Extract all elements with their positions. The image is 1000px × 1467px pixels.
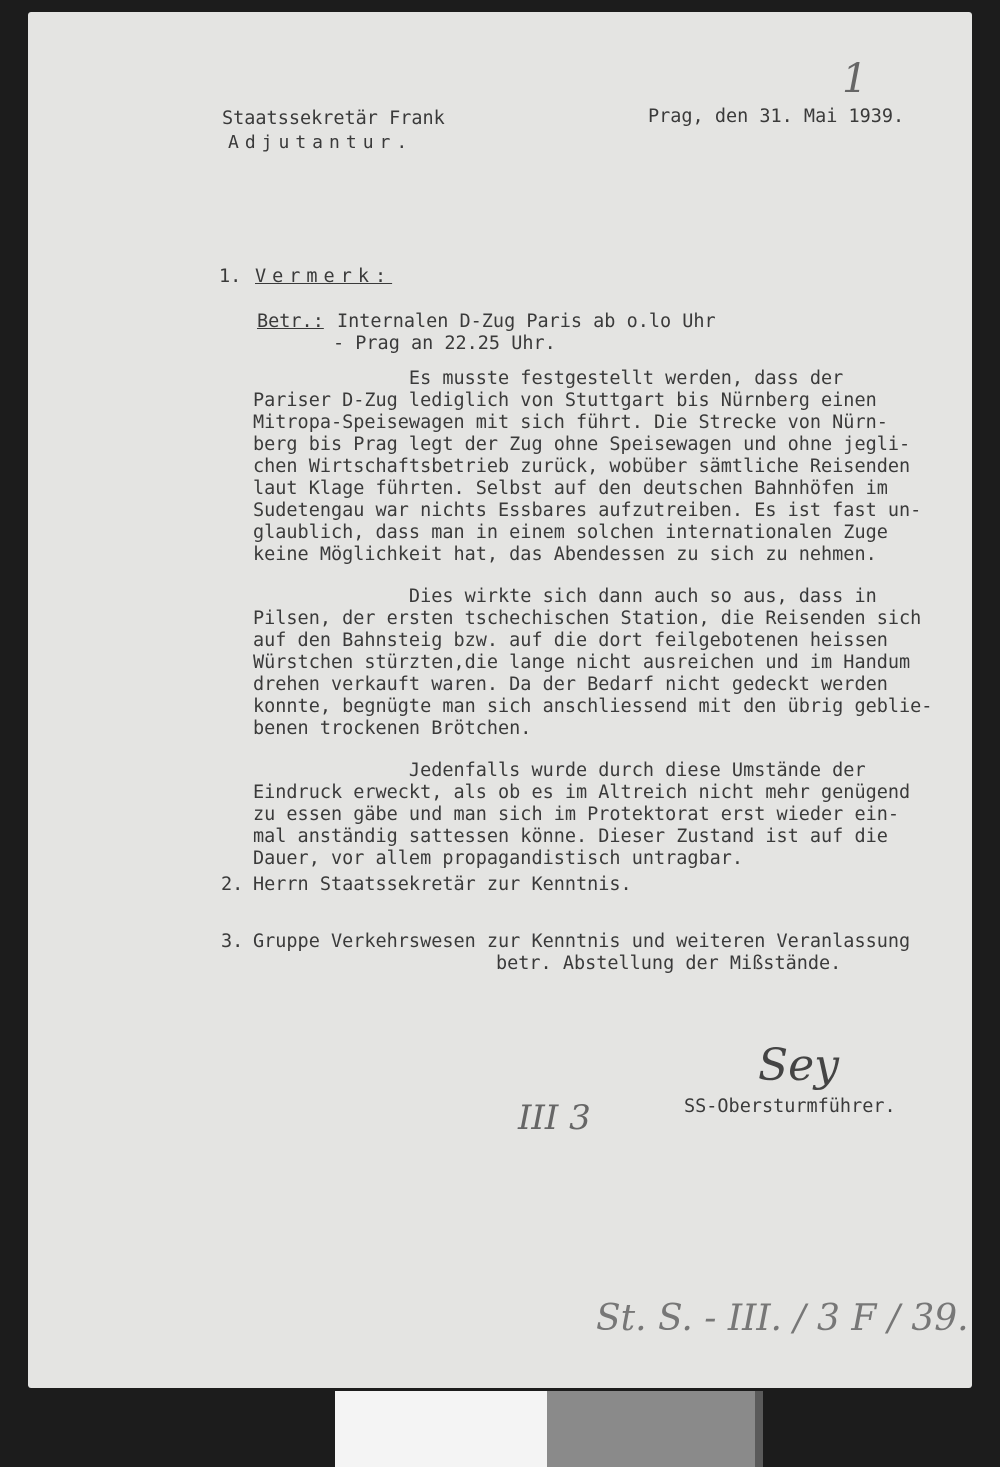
- body-line: chen Wirtschaftsbetrieb zurück, wobüber sämtliche Reisenden: [253, 456, 911, 477]
- body-line: Es musste festgestellt werden, dass der: [253, 368, 844, 389]
- document-date: Prag, den 31. Mai 1939.: [648, 106, 905, 127]
- body-line: Dauer, vor allem propagandistisch untragbar.: [253, 848, 744, 869]
- subject-line1: Internalen D-Zug Paris ab o.lo Uhr: [337, 311, 716, 332]
- body-line: Würstchen stürzten,die lange nicht ausreichen und im Handum: [253, 652, 911, 673]
- body-line: Eindruck erweckt, als ob es im Altreich nicht mehr genügend: [253, 782, 911, 803]
- item3-line1: Gruppe Verkehrswesen zur Kenntnis und weiteren Veranlassung: [253, 931, 911, 952]
- bottom-white-strip: [335, 1391, 547, 1467]
- signature-rank: SS-Obersturmführer.: [684, 1096, 896, 1117]
- body-line: Mitropa-Speisewagen mit sich führt. Die Strecke von Nürn-: [253, 412, 888, 433]
- item3-line2: betr. Abstellung der Mißstände.: [496, 953, 842, 974]
- section1-number: 1.: [219, 266, 242, 287]
- body-line: mal anständig sattessen könne. Dieser Zustand ist auf die: [253, 826, 888, 847]
- subject-label: Betr.:: [257, 311, 324, 332]
- bottom-edge-strip: [755, 1391, 763, 1467]
- handwritten-mark: III 3: [518, 1098, 591, 1138]
- file-reference-handwritten: St. S. - III. / 3 F / 39.: [596, 1298, 969, 1339]
- body-line: auf den Bahnsteig bzw. auf die dort feilgebotenen heissen: [253, 630, 888, 651]
- body-line: zu essen gäbe und man sich im Protektorat erst wieder ein-: [253, 804, 900, 825]
- item2-text: Herrn Staatssekretär zur Kenntnis.: [253, 874, 632, 895]
- sender-line2: Adjutantur.: [228, 132, 414, 153]
- subject-line2: - Prag an 22.25 Uhr.: [333, 333, 556, 354]
- body-line: benen trockenen Brötchen.: [253, 718, 532, 739]
- body-line: Pariser D-Zug lediglich von Stuttgart bis Nürnberg einen: [253, 390, 877, 411]
- body-line: keine Möglichkeit hat, das Abendessen zu sich zu nehmen.: [253, 544, 877, 565]
- body-line: konnte, begnügte man sich anschliessend mit den übrig geblie-: [253, 696, 933, 717]
- body-line: glaublich, dass man in einem solchen internationalen Zuge: [253, 522, 888, 543]
- body-line: Sudetengau war nichts Essbares aufzutreiben. Es ist fast un-: [253, 500, 922, 521]
- body-line: Dies wirkte sich dann auch so aus, dass in: [253, 586, 877, 607]
- body-line: laut Klage führten. Selbst auf den deutschen Bahnhöfen im: [253, 478, 888, 499]
- page-number-handwritten: 1: [842, 56, 868, 102]
- body-line: Jedenfalls wurde durch diese Umstände der: [253, 760, 866, 781]
- sender-line1: Staatssekretär Frank: [222, 108, 445, 129]
- body-line: Pilsen, der ersten tschechischen Station, die Reisenden sich: [253, 608, 922, 629]
- signature-initials: Sey: [758, 1040, 840, 1091]
- bottom-grey-strip: [547, 1391, 755, 1467]
- body-line: drehen verkauft waren. Da der Bedarf nicht gedeckt werden: [253, 674, 888, 695]
- item2-number: 2.: [221, 874, 244, 895]
- body-line: berg bis Prag legt der Zug ohne Speisewagen und ohne jegli-: [253, 434, 911, 455]
- section1-title: Vermerk:: [255, 266, 393, 287]
- item3-number: 3.: [221, 931, 244, 952]
